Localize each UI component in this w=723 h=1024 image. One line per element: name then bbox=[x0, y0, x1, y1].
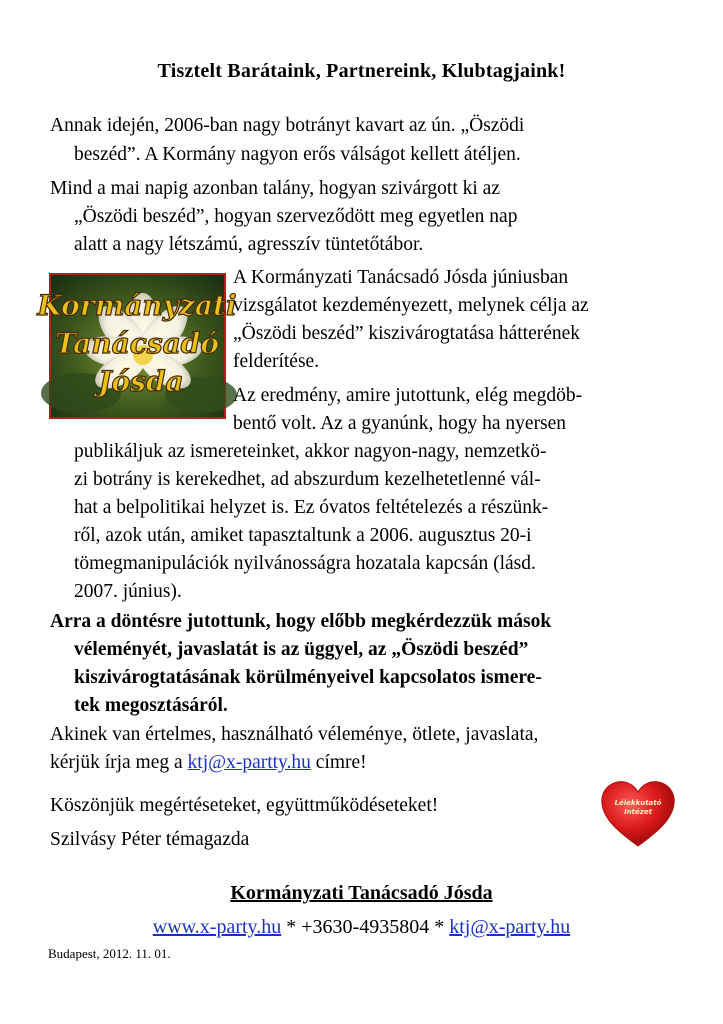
footer-org-name: Kormányzati Tanácsadó Jósda bbox=[230, 882, 493, 904]
p1-line-1: Annak idején, 2006-ban nagy botrányt kavart az ún. „Öszödi bbox=[50, 115, 525, 136]
thanks-line: Köszönjük megértéseteket, együttműködéseteket! bbox=[50, 795, 439, 816]
jozsda-logo-image bbox=[37, 273, 237, 419]
p6-line-2 bbox=[50, 752, 367, 774]
p5-line-2: véleményét, javaslatát is az üggyel, az „Öszödi beszéd” bbox=[74, 639, 529, 660]
p4-line-8: 2007. június). bbox=[74, 581, 182, 602]
footer-contacts bbox=[0, 916, 723, 939]
heart-text-line-1: Lélekkutató bbox=[614, 799, 662, 807]
p5-line-1: Arra a döntésre jutottunk, hogy előbb megkérdezzük mások bbox=[50, 611, 552, 632]
logo-text-line-1: Kormányzati bbox=[37, 289, 237, 322]
heart-logo bbox=[598, 772, 678, 852]
footer-separator-2: * bbox=[429, 916, 450, 938]
water-lily-logo-graphic bbox=[37, 275, 237, 417]
footer-separator-1: * bbox=[281, 916, 302, 938]
p4-line-5: hat a belpolitikai helyzet is. Ez óvatos feltételezés a részünk- bbox=[74, 497, 549, 518]
p6-prefix: kérjük írja meg a bbox=[50, 752, 188, 773]
p2-line-1: Mind a mai napig azonban talány, hogyan szivárgott ki az bbox=[50, 178, 500, 199]
p1-line-2: beszéd”. A Kormány nagyon erős válságot kellett átéljen. bbox=[74, 144, 521, 165]
footer-phone: +3630-4935804 bbox=[301, 916, 430, 938]
p3-line-1: A Kormányzati Tanácsadó Jósda júniusban bbox=[233, 267, 569, 288]
p5-line-3: kiszivárogtatásának körülményeivel kapcsolatos ismere- bbox=[74, 667, 542, 688]
p3-line-4: felderítése. bbox=[233, 351, 320, 372]
signature-line: Szilvásy Péter témagazda bbox=[50, 829, 250, 850]
date-line: Budapest, 2012. 11. 01. bbox=[48, 946, 171, 961]
logo-text-line-3: Jósda bbox=[98, 365, 184, 398]
heart-icon bbox=[598, 772, 678, 852]
p4-line-6: ről, azok után, amiket tapasztaltunk a 2006. augusztus 20-i bbox=[74, 525, 532, 546]
p2-line-3: alatt a nagy létszámú, agresszív tüntetőtábor. bbox=[74, 234, 424, 255]
p3-line-3: „Öszödi beszéd” kiszivárogtatása hátterének bbox=[233, 323, 581, 344]
p6-suffix: címre! bbox=[310, 752, 367, 773]
footer-website-link[interactable]: www.x-party.hu bbox=[152, 916, 282, 938]
contact-email-link[interactable]: ktj@x-partty.hu bbox=[187, 752, 311, 773]
p3-line-2: vizsgálatot kezdeményezett, melynek célja az bbox=[233, 295, 589, 316]
logo-text-line-2: Tanácsadó bbox=[54, 327, 220, 360]
p4-line-7: tömegmanipulációk nyilvánosságra hozatala kapcsán (lásd. bbox=[74, 553, 536, 574]
heart-text-line-2: Intézet bbox=[624, 808, 652, 816]
greeting-heading: Tisztelt Barátaink, Partnereink, Klubtagjaink! bbox=[157, 60, 566, 82]
footer-email-link[interactable]: ktj@x-party.hu bbox=[449, 916, 571, 938]
p6-line-1: Akinek van értelmes, használható véleménye, ötlete, javaslata, bbox=[50, 724, 539, 745]
p4-line-3: publikáljuk az ismereteinket, akkor nagyon-nagy, nemzetkö- bbox=[74, 441, 547, 462]
p4-line-4: zi botrány is kerekedhet, ad abszurdum kezelhetetlenné vál- bbox=[74, 469, 541, 490]
p2-line-2: „Öszödi beszéd”, hogyan szerveződött meg egyetlen nap bbox=[74, 206, 518, 227]
p5-line-4: tek megosztásáról. bbox=[74, 695, 228, 716]
p4-line-1: Az eredmény, amire jutottunk, elég megdöb- bbox=[233, 385, 583, 406]
p4-line-2: bentő volt. Az a gyanúnk, hogy ha nyersen bbox=[233, 413, 567, 434]
